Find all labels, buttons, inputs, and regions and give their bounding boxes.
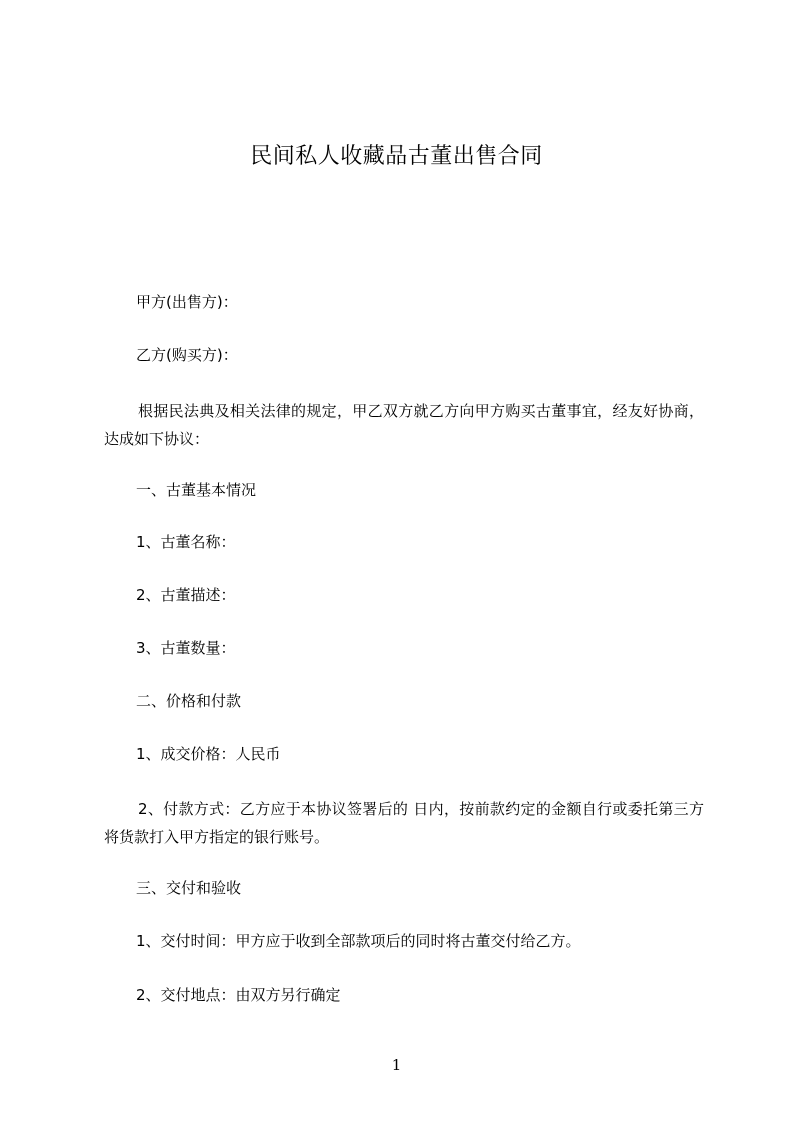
page-number: 1 — [391, 1056, 402, 1074]
document-title: 民间私人收藏品古董出售合同 — [250, 144, 543, 169]
section-1-heading: 一、古董基本情况 — [136, 481, 257, 499]
section-1-item-1: 1、古董名称： — [136, 533, 236, 551]
preamble-paragraph: 根据民法典及相关法律的规定，甲乙双方就乙方向甲方购买古董事宜，经友好协商，达成如下协议： — [104, 402, 704, 448]
section-1-item-3: 3、古董数量： — [136, 639, 236, 657]
section-1-item-2: 2、古董描述： — [136, 586, 236, 604]
section-3-item-1: 1、交付时间：甲方应于收到全部款项后的同时将古董交付给乙方。 — [136, 932, 581, 950]
party-b-line: 乙方(购买方)： — [136, 346, 238, 364]
section-2-item-1: 1、成交价格：人民币 — [136, 745, 281, 763]
section-3-heading: 三、交付和验收 — [136, 879, 242, 897]
section-2-item-2: 2、付款方式：乙方应于本协议签署后的 日内，按前款约定的金额自行或委托第三方将货款打入甲方指定的银行账号。 — [104, 800, 704, 846]
party-a-line: 甲方(出售方)： — [136, 293, 238, 311]
section-3-item-2: 2、交付地点：由双方另行确定 — [136, 986, 341, 1004]
section-2-heading: 二、价格和付款 — [136, 692, 242, 710]
